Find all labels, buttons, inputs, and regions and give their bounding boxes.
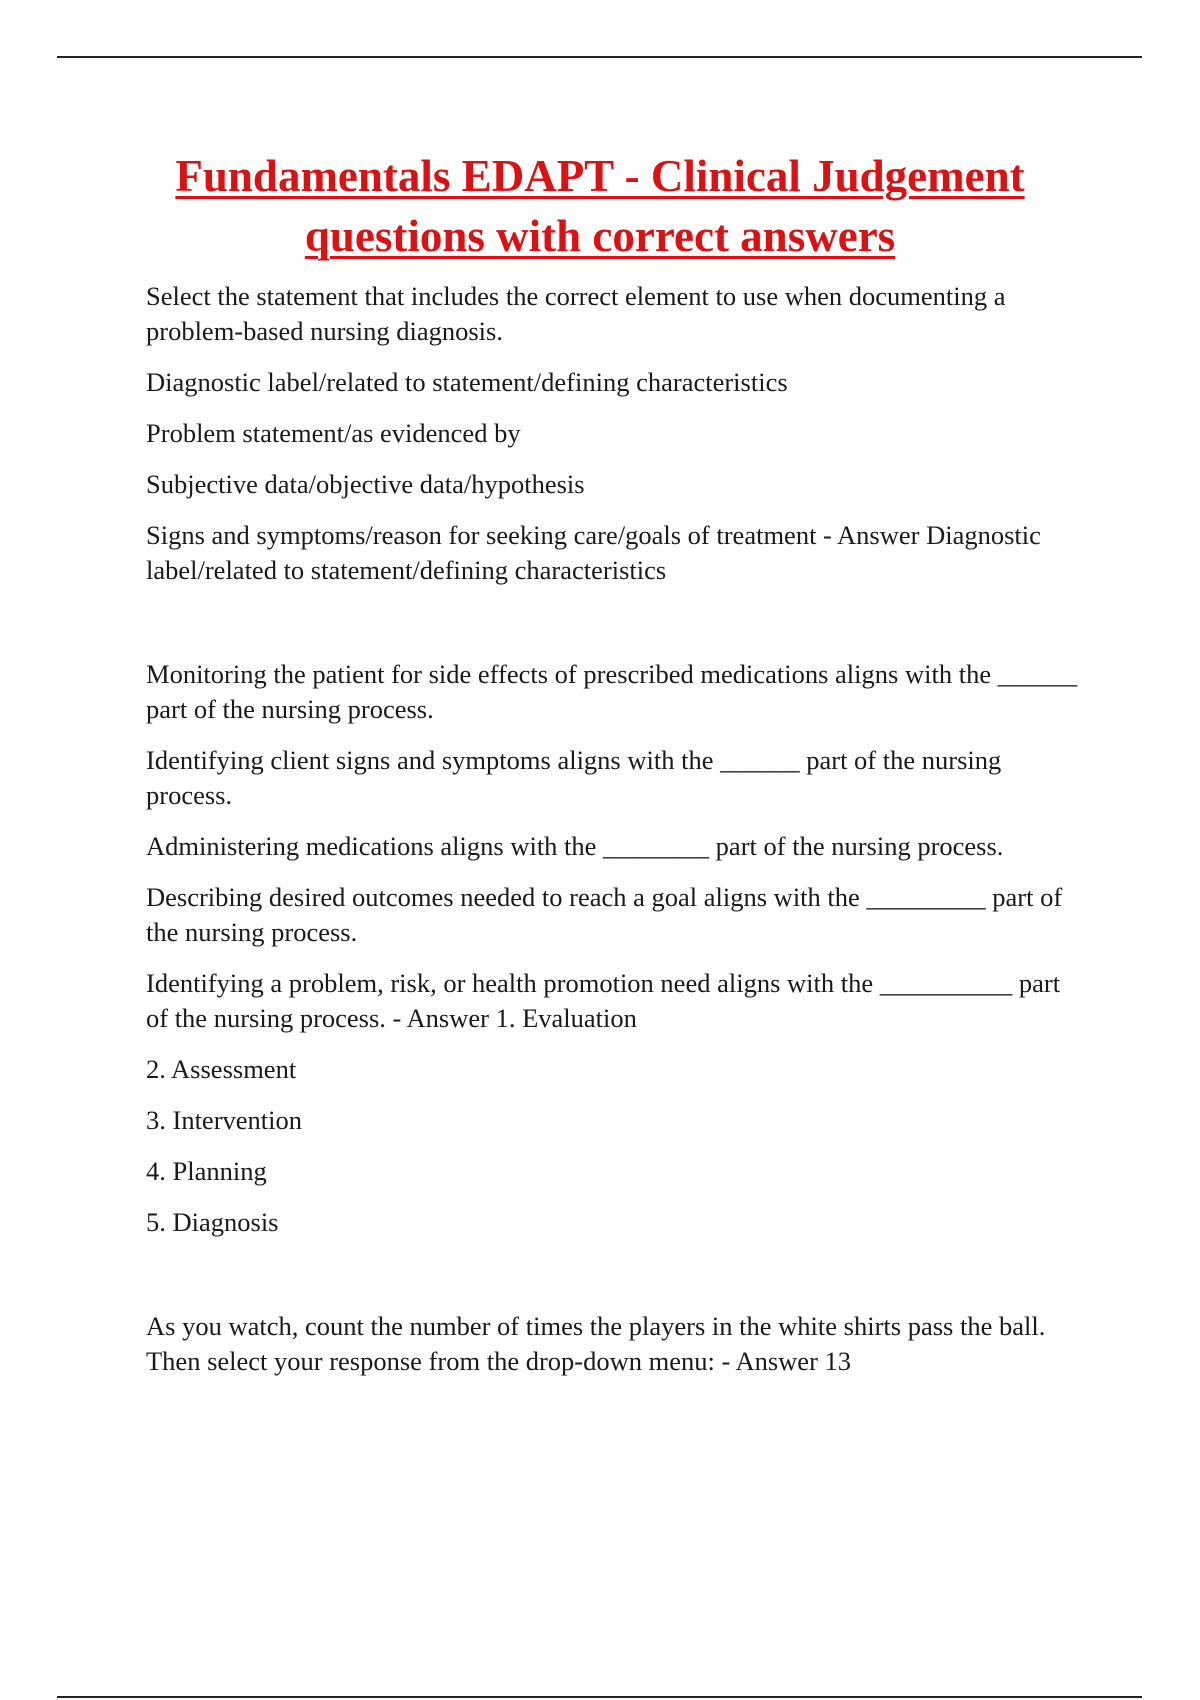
question-3-prompt-with-answer: As you watch, count the number of times the players in the white shirts pass the ball. Then select your response from the drop-down menu: - Answer 13 (146, 1311, 1046, 1376)
document-title (100, 146, 1100, 266)
question-2-answer: 2. Assessment (146, 1054, 297, 1084)
question-1-option: Problem statement/as evidenced by (146, 418, 521, 448)
question-1-prompt: Select the statement that includes the correct element to use when documenting a problem-based nursing diagnosis. (146, 281, 1006, 346)
bottom-rule (57, 1696, 1142, 1698)
title-line-2: questions with correct answers (304, 211, 896, 261)
section-gap (146, 1256, 1086, 1309)
question-2-item: Administering medications aligns with the ________ part of the nursing process. (146, 831, 1004, 861)
question-2-answer: 4. Planning (146, 1156, 267, 1186)
question-1-option-with-answer: Signs and symptoms/reason for seeking care/goals of treatment - Answer Diagnostic label/related to statement/defining characteristics (146, 520, 1041, 585)
question-2-answer: 5. Diagnosis (146, 1207, 279, 1237)
top-rule (57, 56, 1142, 58)
question-1-option: Diagnostic label/related to statement/defining characteristics (146, 367, 788, 397)
document-body (146, 279, 1086, 1395)
section-gap (146, 604, 1086, 657)
title-line-1: Fundamentals EDAPT - Clinical Judgement (175, 151, 1025, 201)
question-2-item: Identifying client signs and symptoms aligns with the ______ part of the nursing process. (146, 745, 1002, 810)
question-2-item: Describing desired outcomes needed to reach a goal aligns with the _________ part of the nursing process. (146, 882, 1063, 947)
question-2-item: Monitoring the patient for side effects of prescribed medications aligns with the ______ part of the nursing process. (146, 659, 1078, 724)
question-2-answer: 3. Intervention (146, 1105, 303, 1135)
question-1-option: Subjective data/objective data/hypothesis (146, 469, 585, 499)
question-2-item-with-answer: Identifying a problem, risk, or health promotion need aligns with the __________ part of the nursing process. - Answer 1. Evaluation (146, 968, 1061, 1033)
